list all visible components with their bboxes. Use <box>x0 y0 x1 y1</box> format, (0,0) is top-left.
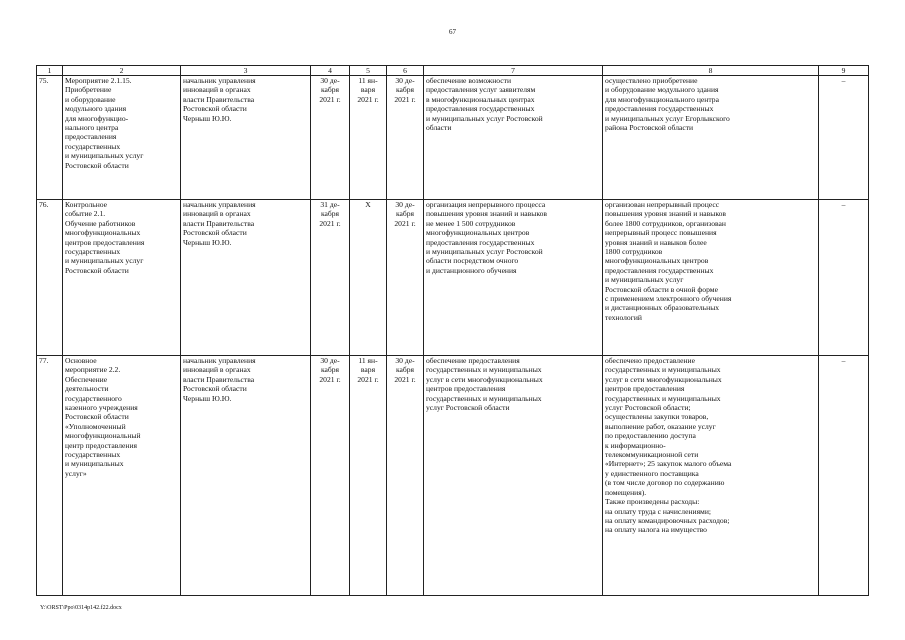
responsible-cell: начальник управления инноваций в органах власти Правительства Ростовской области Черныш Ю.Ю. <box>181 76 311 200</box>
expected-result-cell: обеспечение предоставления государственных и муниципальных услуг в сети многофункциональных центров предоставления государственных и муниципальных услуг Ростовской области <box>424 356 603 596</box>
report-table <box>36 65 869 596</box>
end-date-cell: 30 де- кабря 2021 г. <box>387 76 424 200</box>
planned-date-cell: 30 де- кабря 2021 г. <box>311 76 350 200</box>
row-number: 76. <box>37 200 63 356</box>
header-cell: 7 <box>424 66 603 76</box>
footer-file-path: Y:\ORST\Ppo\0314p142.f22.docx <box>40 605 122 611</box>
header-cell: 3 <box>181 66 311 76</box>
activity-cell: Контрольное событие 2.1. Обучение работников многофункциональных центров предоставления государственных и муниципальных услуг Ростовской области <box>63 200 181 356</box>
expected-result-cell: организация непрерывного процесса повышения уровня знаний и навыков не менее 1 500 сотрудников многофункциональных центров предоставления государственных и муниципальных услуг Ростовской области посредством очного и дистанционного обучения <box>424 200 603 356</box>
header-cell: 4 <box>311 66 350 76</box>
header-cell: 1 <box>37 66 63 76</box>
end-date-cell: 30 де- кабря 2021 г. <box>387 356 424 596</box>
note-cell: – <box>819 356 869 596</box>
note-cell: – <box>819 76 869 200</box>
table-row <box>37 76 869 200</box>
start-date-cell: 11 ян- варя 2021 г. <box>350 76 387 200</box>
actual-result-cell: обеспечено предоставление государственных и муниципальных услуг в сети многофункциональных центров предоставления государственных и муниципальных услуг Ростовской области; осуществлены закупки товаров, выполнение работ, оказание услуг по предоставлению доступа к информационно- телекоммуникационной сети «Интернет»; 25 закупок малого объема у единственного поставщика (в том числе договор по содержанию помещения). Также произведены расходы: на оплату труда с начислениями; на оплату командировочных расходов; на оплату налога на имущество <box>603 356 819 596</box>
page-number: 67 <box>449 28 456 36</box>
table-row <box>37 356 869 596</box>
actual-result-cell: организован непрерывный процесс повышения уровня знаний и навыков более 1800 сотрудников, организован непрерывный процесс повышения уровня знаний и навыков более 1800 сотрудников многофункциональных центров предоставления государственных и муниципальных услуг Ростовской области в очной форме с применением электронного обучения и дистанционных образовательных технологий <box>603 200 819 356</box>
activity-cell: Основное мероприятие 2.2. Обеспечение деятельности государственного казенного учреждения Ростовской области «Уполномоченный многофункциональный центр предоставления государственных и муниципальных услуг» <box>63 356 181 596</box>
note-cell: – <box>819 200 869 356</box>
row-number: 77. <box>37 356 63 596</box>
responsible-cell: начальник управления инноваций в органах власти Правительства Ростовской области Черныш Ю.Ю. <box>181 200 311 356</box>
planned-date-cell: 30 де- кабря 2021 г. <box>311 356 350 596</box>
planned-date-cell: 31 де- кабря 2021 г. <box>311 200 350 356</box>
row-number: 75. <box>37 76 63 200</box>
start-date-cell: 11 ян- варя 2021 г. <box>350 356 387 596</box>
header-cell: 6 <box>387 66 424 76</box>
header-cell: 8 <box>603 66 819 76</box>
actual-result-cell: осуществлено приобретение и оборудование модульного здания для многофункционального центра предоставления государственных и муниципальных услуг Егорлыкского района Ростовской области <box>603 76 819 200</box>
table-row <box>37 200 869 356</box>
expected-result-cell: обеспечение возможности предоставления услуг заявителям в многофункциональных центрах предоставления государственных и муниципальных услуг Ростовской области <box>424 76 603 200</box>
header-cell: 5 <box>350 66 387 76</box>
header-row <box>37 66 869 76</box>
end-date-cell: 30 де- кабря 2021 г. <box>387 200 424 356</box>
activity-cell: Мероприятие 2.1.15. Приобретение и оборудование модульного здания для многофункцио- нального центра предоставления государственных и муниципальных услуг Ростовской области <box>63 76 181 200</box>
start-date-cell: X <box>350 200 387 356</box>
header-cell: 9 <box>819 66 869 76</box>
responsible-cell: начальник управления инноваций в органах власти Правительства Ростовской области Черныш Ю.Ю. <box>181 356 311 596</box>
header-cell: 2 <box>63 66 181 76</box>
